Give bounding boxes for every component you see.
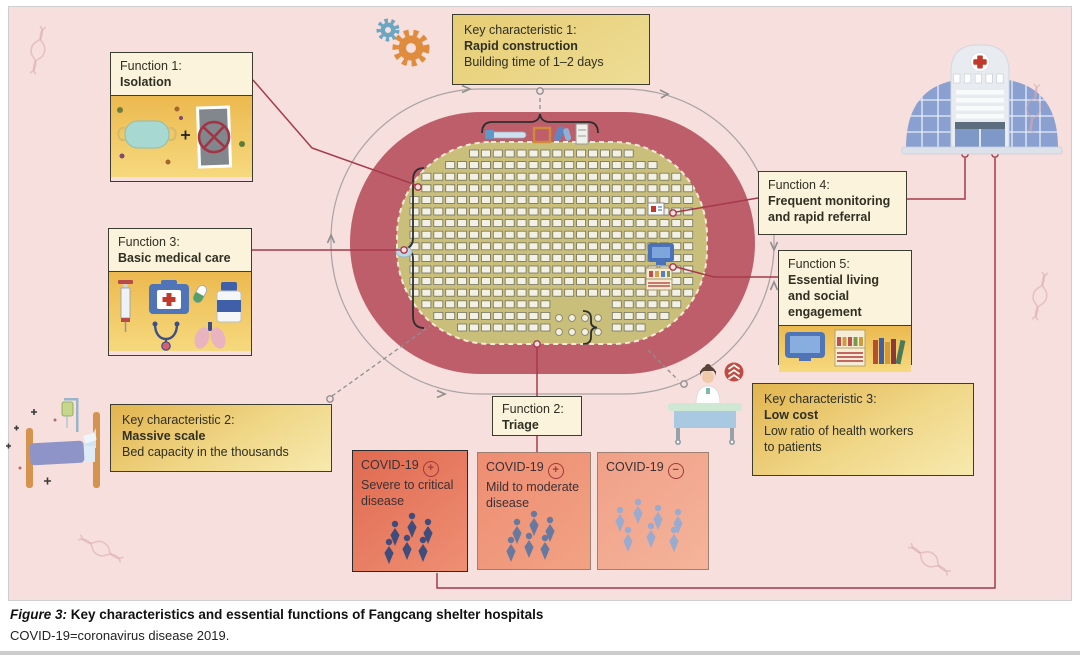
patients-severe-icon — [355, 505, 465, 567]
figure-label: Figure 3: — [10, 607, 68, 622]
stethoscope-icon — [153, 322, 180, 351]
f3-prefix: Function 3: — [118, 235, 180, 249]
kc3-detail: Low ratio of health workers — [764, 424, 914, 438]
key-characteristic-3-box — [752, 383, 974, 476]
medical-care-illustration — [109, 272, 251, 351]
f2-prefix: Function 2: — [502, 402, 564, 416]
living-illustration — [779, 326, 911, 372]
function-2-box — [492, 396, 582, 436]
shelf-icon — [835, 330, 865, 366]
covid-negative-box — [597, 452, 709, 570]
bottle-icon — [217, 282, 241, 322]
kc2-detail: Bed capacity in the thousands — [122, 445, 289, 459]
function-5-box — [778, 250, 912, 365]
covid-negative-icon: − — [668, 463, 684, 479]
kc1-detail: Building time of 1–2 days — [464, 55, 604, 69]
key-characteristic-2-box — [110, 404, 332, 472]
f1-prefix: Function 1: — [120, 59, 182, 73]
kc3-prefix: Key characteristic 3: — [764, 392, 877, 406]
covid-severe-box — [352, 450, 468, 572]
figure-footnote: COVID-19=coronavirus disease 2019. — [10, 628, 230, 643]
covid-positive-icon: + — [423, 461, 439, 477]
f3-title: Basic medical care — [118, 251, 231, 265]
covid-label: COVID-19 — [486, 460, 544, 474]
kc1-title: Rapid construction — [464, 39, 578, 53]
kc3-detail-2: to patients — [764, 440, 822, 454]
syringe-icon — [118, 280, 133, 332]
covid-desc: Severe to critical disease — [361, 478, 454, 509]
tv-icon — [785, 332, 825, 361]
kc2-title: Massive scale — [122, 429, 206, 443]
figure-title: Key characteristics and essential functions of Fangcang shelter hospitals — [70, 607, 544, 622]
patients-mild-icon — [479, 503, 589, 565]
f2-title: Triage — [502, 418, 539, 432]
covid-label: COVID-19 — [606, 460, 664, 474]
bottom-divider — [0, 651, 1080, 655]
books-icon — [873, 338, 905, 364]
kc3-title: Low cost — [764, 408, 819, 422]
f1-title: Isolation — [120, 75, 172, 89]
function-4-box — [758, 171, 907, 235]
pill-icon — [192, 284, 208, 304]
f4-title: Frequent monitoring and rapid referral — [768, 194, 891, 224]
first-aid-kit-icon — [149, 280, 189, 314]
f5-title: Essential living and social engagement — [788, 273, 880, 319]
function-3-box — [108, 228, 252, 356]
no-exit-icon — [196, 105, 232, 168]
figure-caption — [10, 607, 543, 622]
f4-prefix: Function 4: — [768, 178, 830, 192]
covid-desc: Mild to moderate disease — [486, 480, 580, 511]
covid-mild-box — [477, 452, 591, 570]
kc2-prefix: Key characteristic 2: — [122, 413, 235, 427]
covid-positive-icon: + — [548, 463, 564, 479]
mask-icon — [111, 96, 251, 177]
people-negative-icon — [598, 495, 708, 565]
function-1-box — [110, 52, 253, 182]
lungs-icon — [192, 322, 228, 351]
key-characteristic-1-box — [452, 14, 650, 85]
kc1-prefix: Key characteristic 1: — [464, 23, 577, 37]
f5-prefix: Function 5: — [788, 257, 850, 271]
isolation-illustration — [111, 96, 252, 177]
covid-label: COVID-19 — [361, 458, 419, 472]
